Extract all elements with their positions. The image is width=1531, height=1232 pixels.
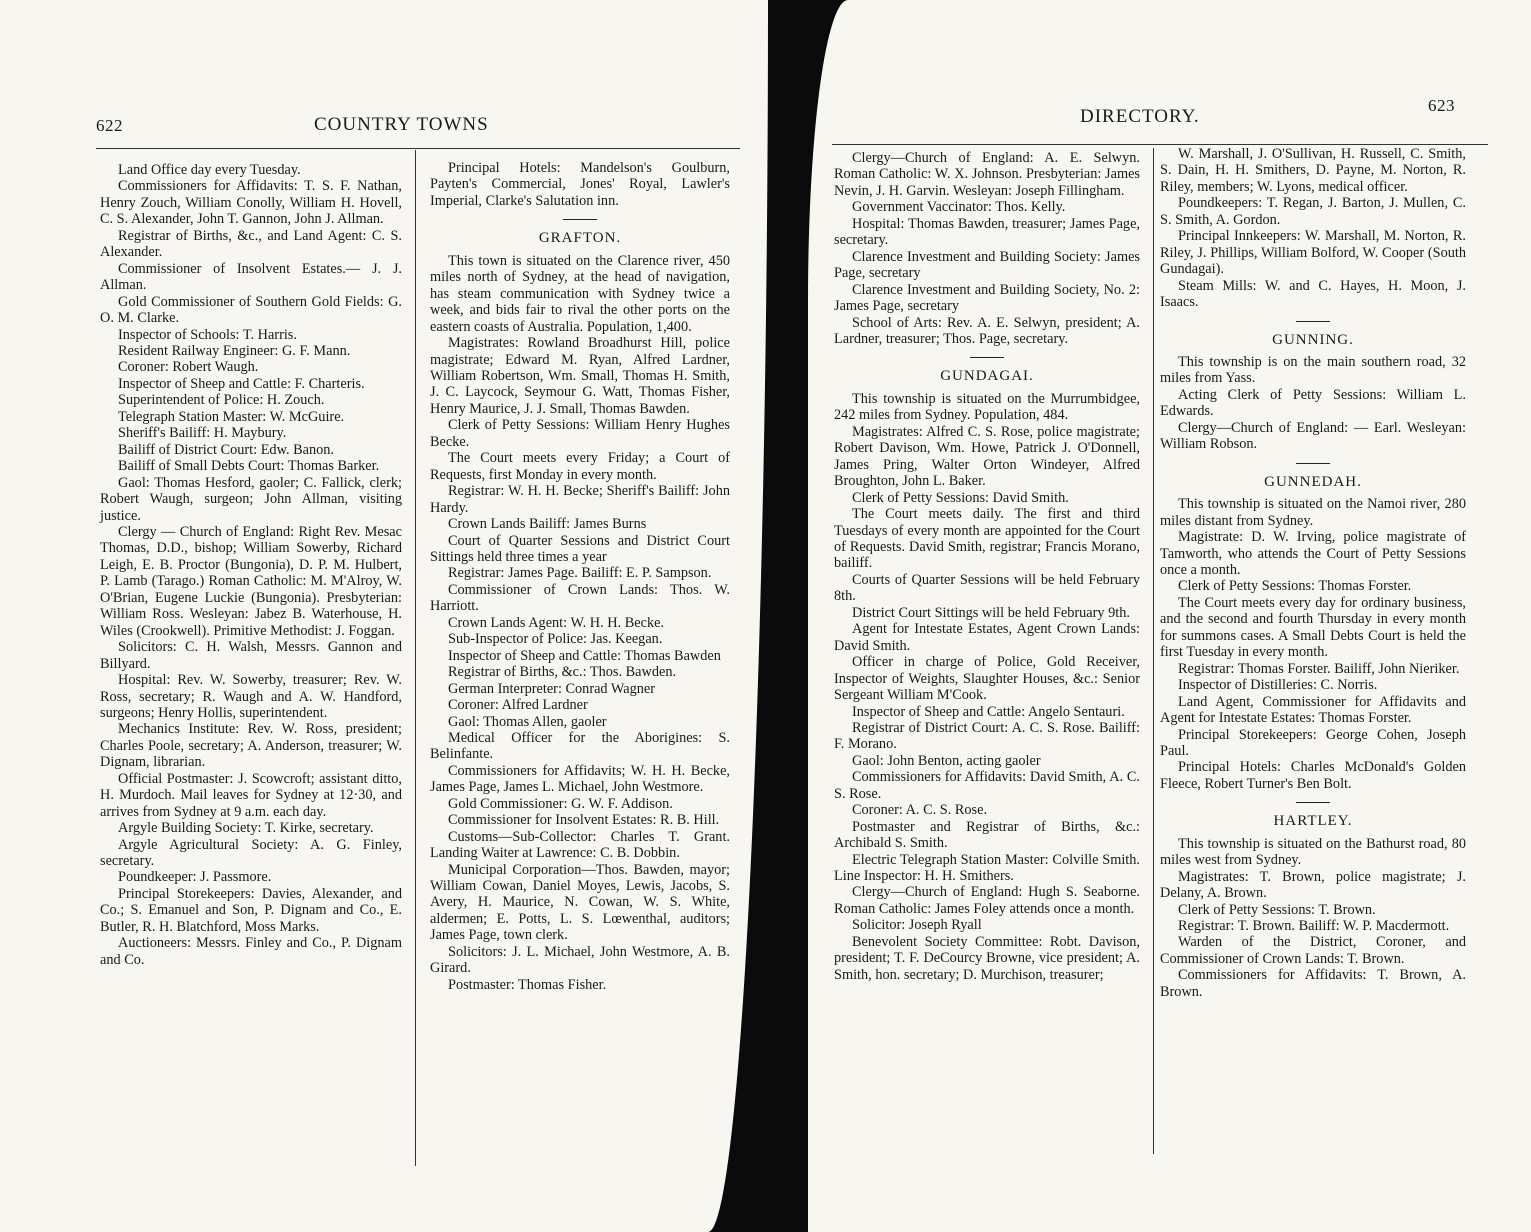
directory-entry: Clergy—Church of England: Hugh S. Seaborne. Roman Catholic: James Foley attends once a month. — [834, 884, 1140, 917]
directory-entry: Bailiff of District Court: Edw. Banon. — [118, 441, 335, 458]
left-column-2 — [430, 160, 730, 993]
directory-entry: Inspector of Schools: T. Harris. — [118, 326, 297, 343]
left-running-head: COUNTRY TOWNS — [314, 114, 489, 135]
directory-entry: Coroner: Robert Waugh. — [118, 359, 259, 376]
directory-entry: Principal Hotels: Charles McDonald's Golden Fleece, Robert Turner's Ben Bolt. — [1160, 759, 1466, 792]
directory-entry: The Court meets every day for ordinary business, and the second and fourth Thursday in every month for summons cases. A Small Debts Court is held the first Tuesday in every month. — [1160, 594, 1466, 661]
directory-entry: Clerk of Petty Sessions: T. Brown. — [1178, 901, 1376, 918]
left-column-1 — [100, 162, 402, 968]
directory-entry: Superintendent of Police: H. Zouch. — [118, 392, 325, 409]
directory-entry: Postmaster and Registrar of Births, &c.: Archibald S. Smith. — [834, 818, 1140, 852]
directory-entry: Court of Quarter Sessions and District Court Sittings held three times a year — [430, 532, 730, 565]
directory-entry: Registrar: T. Brown. Bailiff: W. P. Macdermott. — [1178, 918, 1450, 935]
directory-entry: District Court Sittings will be held February 9th. — [852, 604, 1130, 621]
gunnedah-entries — [1160, 496, 1466, 792]
directory-entry: Commissioner of Insolvent Estates.— J. J. Allman. — [100, 260, 402, 294]
gunnedah-heading: GUNNEDAH. — [1264, 473, 1362, 490]
directory-entry: Registrar: W. H. H. Becke; Sheriff's Bailiff: John Hardy. — [430, 483, 730, 516]
right-page-header — [834, 96, 1474, 130]
directory-entry: The Court meets daily. The first and third Tuesdays of every month are appointed for the Court of Requests. David Smith, registrar; Francis Morano, bailiff. — [834, 506, 1140, 572]
section-separator — [1296, 321, 1330, 322]
goulburn-hotels — [430, 160, 730, 209]
directory-entry: Commissioners for Affidavits: T. Brown, A. Brown. — [1160, 967, 1466, 1000]
directory-entry: Officer in charge of Police, Gold Receiver, Inspector of Weights, Slaughter Houses, &c.: Senior Sergeant William M'Cook. — [834, 654, 1140, 704]
directory-entry: Electric Telegraph Station Master: Colville Smith. Line Inspector: H. H. Smithers. — [834, 851, 1140, 885]
directory-entry: German Interpreter: Conrad Wagner — [448, 680, 655, 697]
directory-entry: Resident Railway Engineer: G. F. Mann. — [118, 342, 351, 359]
directory-entry: This township is situated on the Murrumbidgee, 242 miles from Sydney. Population, 484. — [834, 390, 1140, 424]
directory-entry: Clerk of Petty Sessions: Thomas Forster. — [1178, 578, 1412, 595]
left-column-rule — [415, 150, 416, 1166]
directory-entry: Solicitor: Joseph Ryall — [852, 917, 982, 934]
left-page-header — [96, 108, 736, 138]
directory-entry: Magistrates: T. Brown, police magistrate; J. Delany, A. Brown. — [1160, 868, 1466, 902]
grafton-continued-entries — [834, 150, 1140, 347]
gundagai-entries — [834, 391, 1140, 983]
directory-entry: Courts of Quarter Sessions will be held February 8th. — [834, 571, 1140, 605]
section-separator — [1296, 802, 1330, 803]
directory-entry: Principal Innkeepers: W. Marshall, M. Norton, R. Riley, J. Phillips, William Bolford, W. Cooper (South Gundagai). — [1160, 228, 1466, 278]
directory-entry: Sub-Inspector of Police: Jas. Keegan. — [448, 631, 663, 648]
grafton-heading: GRAFTON. — [538, 230, 622, 247]
directory-entry: Crown Lands Bailiff: James Burns — [448, 516, 647, 533]
directory-entry: Municipal Corporation—Thos. Bawden, mayor; William Cowan, Daniel Moyes, Lewis, Jacobs, S. Avery, H. Maurice, N. Cowan, W. S. White, aldermen; E. Potts, L. S. Lœwenthal, auditors; James Page, town clerk. — [430, 861, 730, 944]
directory-entry: Clerk of Petty Sessions: William Henry Hughes Becke. — [430, 417, 730, 450]
directory-entry: Principal Hotels: Mandelson's Goulburn, Payten's Commercial, Jones' Royal, Lawler's Imperial, Clarke's Salutation inn. — [430, 160, 730, 209]
directory-entry: Argyle Agricultural Society: A. G. Finley, secretary. — [100, 836, 402, 870]
directory-entry: Coroner: Alfred Lardner — [448, 697, 588, 714]
directory-entry: Registrar: James Page. Bailiff: E. P. Sampson. — [448, 565, 712, 582]
directory-entry: Government Vaccinator: Thos. Kelly. — [852, 199, 1066, 216]
directory-entry: Clergy—Church of England: — Earl. Wesleyan: William Robson. — [1160, 419, 1466, 453]
right-page — [808, 0, 1531, 1232]
directory-entry: Clergy—Church of England: A. E. Selwyn. Roman Catholic: W. X. Johnson. Presbyterian: James Nevin, J. H. Garvin. Wesleyan: Joseph Fillingham. — [834, 150, 1140, 199]
right-header-rule — [832, 144, 1488, 145]
directory-entry: Registrar of District Court: A. C. S. Rose. Bailiff: F. Morano. — [834, 719, 1140, 753]
goulburn-entries — [100, 162, 402, 968]
directory-entry: Gold Commissioner: G. W. F. Addison. — [448, 795, 673, 812]
directory-entry: Steam Mills: W. and C. Hayes, H. Moon, J. Isaacs. — [1160, 277, 1466, 311]
left-page-number: 622 — [96, 116, 123, 135]
directory-entry: Commissioners for Affidavits: David Smith, A. C. S. Rose. — [834, 769, 1140, 802]
directory-entry: This town is situated on the Clarence river, 450 miles north of Sydney, at the head of navigation, has steam communication with Sydney twice a week, and bids fair to rival the other ports on the eastern coasts of Australia. Population, 1,400. — [430, 252, 730, 335]
directory-entry: School of Arts: Rev. A. E. Selwyn, president; A. Lardner, treasurer; Thos. Page, secretary. — [834, 314, 1140, 347]
hartley-heading: HARTLEY. — [1273, 813, 1353, 830]
hartley-entries — [1160, 836, 1466, 1001]
directory-entry: Magistrates: Rowland Broadhurst Hill, police magistrate; Edward M. Ryan, Alfred Lardner, William Robertson, Wm. Small, Thomas H. Smith, J. C. Laycock, Seymour G. Watt, Thomas Fisher, Henry Maurice, J. J. Small, Thomas Bawden. — [430, 335, 730, 417]
directory-entry: Crown Lands Agent: W. H. H. Becke. — [448, 614, 665, 631]
section-separator — [1296, 463, 1330, 464]
directory-entry: Commissioners for Affidavits: T. S. F. Nathan, Henry Zouch, William Conolly, William H. Hovell, C. S. Alexander, John T. Gannon, John J. Allman. — [100, 178, 402, 228]
directory-entry: Principal Storekeepers: Davies, Alexander, and Co.; S. Emanuel and Son, P. Dignam and Co., E. Butler, R. H. Blatchford, Moss Marks. — [100, 885, 402, 935]
directory-entry: Commissioner of Crown Lands: Thos. W. Harriott. — [430, 581, 730, 615]
directory-entry: Land Office day every Tuesday. — [118, 162, 301, 178]
right-column-1 — [834, 150, 1140, 983]
directory-entry: Land Agent, Commissioner for Affidavits and Agent for Intestate Estates: Thomas Forster. — [1160, 693, 1466, 727]
gunning-heading: GUNNING. — [1272, 331, 1354, 348]
directory-entry: Gaol: Thomas Allen, gaoler — [448, 713, 607, 730]
right-running-head: DIRECTORY. — [1080, 106, 1200, 127]
directory-entry: Clarence Investment and Building Society: James Page, secretary — [834, 248, 1140, 282]
directory-entry: Customs—Sub-Collector: Charles T. Grant. Landing Waiter at Lawrence: C. B. Dobbin. — [430, 828, 730, 862]
directory-entry: Postmaster: Thomas Fisher. — [448, 976, 607, 993]
directory-entry: Agent for Intestate Estates, Agent Crown Lands: David Smith. — [834, 621, 1140, 654]
gunning-entries — [1160, 354, 1466, 453]
right-column-rule — [1153, 148, 1154, 1154]
directory-entry: Medical Officer for the Aborigines: S. Belinfante. — [430, 729, 730, 763]
directory-entry: Solicitors: C. H. Walsh, Messrs. Gannon and Billyard. — [100, 639, 402, 672]
directory-entry: Registrar: Thomas Forster. Bailiff, John Nieriker. — [1178, 660, 1460, 677]
directory-entry: Registrar of Births, &c.: Thos. Bawden. — [448, 664, 677, 681]
directory-entry: Acting Clerk of Petty Sessions: William L. Edwards. — [1160, 386, 1466, 420]
directory-entry: Registrar of Births, &c., and Land Agent: C. S. Alexander. — [100, 227, 402, 261]
directory-entry: Warden of the District, Coroner, and Commissioner of Crown Lands: T. Brown. — [1160, 934, 1466, 967]
gundagai-heading: GUNDAGAI. — [940, 368, 1034, 385]
directory-entry: Inspector of Sheep and Cattle: F. Charteris. — [118, 375, 365, 392]
directory-entry: Commissioner for Insolvent Estates: R. B. Hill. — [448, 812, 720, 829]
directory-entry: Clerk of Petty Sessions: David Smith. — [852, 489, 1069, 506]
right-column-2 — [1160, 146, 1466, 1000]
directory-entry: Inspector of Sheep and Cattle: Thomas Bawden — [448, 647, 721, 664]
section-separator — [563, 219, 597, 220]
directory-entry: Commissioners for Affidavits; W. H. H. Becke, James Page, James L. Michael, John Westmore. — [430, 762, 730, 796]
directory-entry: Telegraph Station Master: W. McGuire. — [118, 408, 345, 425]
directory-entry: Argyle Building Society: T. Kirke, secretary. — [118, 820, 374, 837]
grafton-entries — [430, 253, 730, 993]
directory-entry: Poundkeepers: T. Regan, J. Barton, J. Mullen, C. S. Smith, A. Gordon. — [1160, 195, 1466, 228]
directory-entry: W. Marshall, J. O'Sullivan, H. Russell, C. Smith, S. Dain, H. H. Smithers, D. Payne, M. Norton, R. Riley, members; W. Lyons, medical officer. — [1160, 146, 1466, 195]
gundagai-continued-entries — [1160, 146, 1466, 311]
directory-entry: Hospital: Rev. W. Sowerby, treasurer; Rev. W. Ross, secretary; R. Waugh and A. W. Handford, surgeons; Henry Hollis, superintendent. — [100, 672, 402, 721]
directory-entry: Sheriff's Bailiff: H. Maybury. — [118, 425, 287, 442]
directory-entry: Magistrates: Alfred C. S. Rose, police magistrate; Robert Davison, Wm. Howe, Patrick J. O'Donnell, James Pring, Walter Orton Windeyer, Alfred Broughton, John L. Baker. — [834, 423, 1140, 490]
directory-entry: The Court meets every Friday; a Court of Requests, first Monday in every month. — [430, 450, 730, 483]
directory-entry: Poundkeeper: J. Passmore. — [118, 869, 272, 886]
directory-entry: Mechanics Institute: Rev. W. Ross, president; Charles Poole, secretary; A. Anderson, treasurer; W. Dignam, librarian. — [100, 721, 402, 771]
directory-entry: Solicitors: J. L. Michael, John Westmore, A. B. Girard. — [430, 943, 730, 977]
directory-entry: Inspector of Sheep and Cattle: Angelo Sentauri. — [852, 703, 1125, 720]
directory-entry: Official Postmaster: J. Scowcroft; assistant ditto, H. Murdoch. Mail leaves for Sydney at 12·30, and arrives from Sydney at 9 a.m. each day. — [100, 770, 402, 820]
directory-entry: Gaol: John Benton, acting gaoler — [852, 752, 1041, 769]
directory-entry: Gaol: Thomas Hesford, gaoler; C. Fallick, clerk; Robert Waugh, surgeon; John Allman, visiting justice. — [100, 474, 402, 524]
right-page-number: 623 — [1428, 96, 1455, 115]
directory-entry: Clergy — Church of England: Right Rev. Mesac Thomas, D.D., bishop; William Sowerby, Richard Leigh, E. B. Proctor (Bungonia), D. P. M. Hulbert, P. Lamb (Tarago.) Roman Catholic: M. M'Alroy, W. O'Brian, Eugene Luckie (Bungonia). Presbyterian: William Ross. Wesleyan: Jabez B. Waterhouse, H. Wiles (Crookwell). Primitive Methodist: J. Foggan. — [100, 523, 402, 639]
directory-entry: Benevolent Society Committee: Robt. Davison, president; T. F. DeCourcy Browne, vice president; A. Smith, hon. secretary; D. Murchison, treasurer; — [834, 933, 1140, 983]
directory-entry: This township is situated on the Namoi river, 280 miles distant from Sydney. — [1160, 496, 1466, 529]
directory-entry: Clarence Investment and Building Society, No. 2: James Page, secretary — [834, 281, 1140, 315]
directory-entry: Gold Commissioner of Southern Gold Fields: G. O. M. Clarke. — [100, 293, 402, 327]
directory-entry: This township is situated on the Bathurst road, 80 miles west from Sydney. — [1160, 835, 1466, 869]
directory-entry: Hospital: Thomas Bawden, treasurer; James Page, secretary. — [834, 215, 1140, 249]
section-separator — [970, 357, 1004, 358]
directory-entry: Principal Storekeepers: George Cohen, Joseph Paul. — [1160, 726, 1466, 759]
directory-entry: Coroner: A. C. S. Rose. — [852, 802, 988, 819]
directory-entry: Auctioneers: Messrs. Finley and Co., P. Dignam and Co. — [100, 935, 402, 968]
left-header-rule — [96, 148, 740, 149]
directory-entry: This township is on the main southern road, 32 miles from Yass. — [1160, 353, 1466, 387]
directory-entry: Inspector of Distilleries: C. Norris. — [1178, 677, 1378, 694]
directory-entry: Bailiff of Small Debts Court: Thomas Barker. — [118, 458, 380, 475]
directory-entry: Magistrate: D. W. Irving, police magistrate of Tamworth, who attends the Court of Petty Sessions once a month. — [1160, 529, 1466, 578]
